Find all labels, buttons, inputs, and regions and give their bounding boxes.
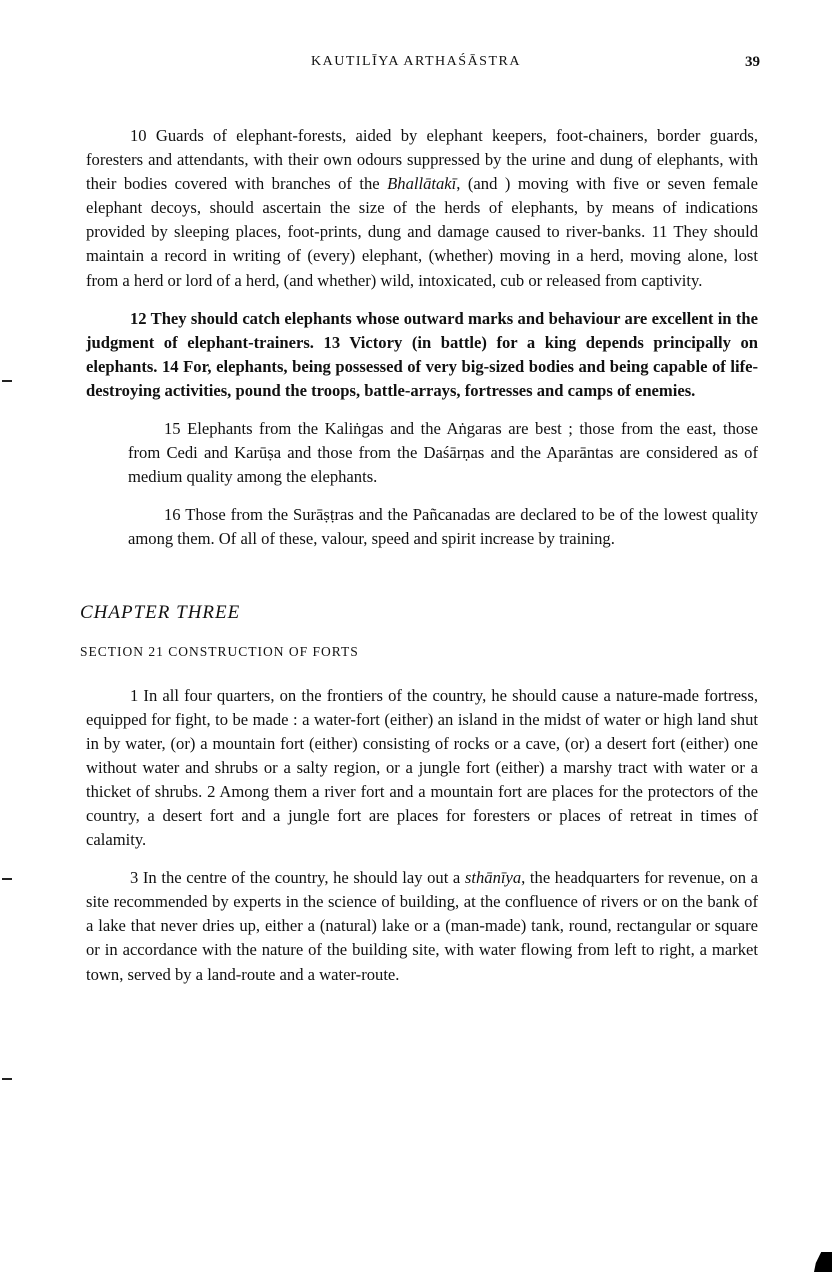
paragraph-forts-3: 3 In the centre of the country, he should lay out a sthānīya, the headquarters for revenue, on a site recommended by experts in the science of building, at the confluence of rivers or on the bank of a lake that never dries up, either a (natural) lake or a (man-made) tank, round, rectangular or square or in accordance with the nature of the building site, with water flowing from left to right, a market town, served by a land-route and a water-route.	[86, 868, 758, 984]
page-header	[0, 54, 832, 78]
term-sthaniya: sthānīya	[464, 868, 522, 888]
paragraph-10-11: 10 Guards of elephant-forests, aided by elephant keepers, foot-chainers, border guards, foresters and attendants, with their own odours suppressed by the urine and dung of elephants, with their bodies covered with branches of the Bhallātakī, (and ) moving with five or seven female elephant decoys, should ascertain the size of the herds of elephants, by means of indications provided by sleeping places, foot-prints, dung and damage caused to river-banks. 11 They should maintain a record in writing of (every) elephant, (whether) moving in a herd, moving alone, lost from a herd or lord of a herd, (and whether) wild, intoxicated, cub or released from captivity.	[86, 126, 758, 290]
term-bhallataki: Bhallātakī	[387, 174, 457, 194]
chapter-title: CHAPTER THREE	[80, 601, 241, 623]
paragraph-12-14: 12 They should catch elephants whose outward marks and behaviour are excellent in the judgment of elephant-trainers. 13 Victory (in battle) for a king depends principally on elephants. 14 For, elephants, being possessed of very big-sized bodies and being capable of life-destroying activities, pound the troops, battle-arrays, fortresses and camps of enemies.	[86, 308, 758, 400]
margin-mark	[2, 1078, 12, 1080]
verse-16: 16 Those from the Surāṣṭras and the Pañcanadas are declared to be of the lowest quality among them. Of all of these, valour, speed and spirit increase by training.	[128, 505, 758, 549]
paragraph-forts-1-2: 1 In all four quarters, on the frontiers of the country, he should cause a nature-made fortress, equipped for fight, to be made : a water-fort (either) an island in the midst of water or high land shut in by water, (or) a mountain fort (either) consisting of rocks or a cave, (or) a desert fort (either) one without water and shrubs or a salty region, or a jungle fort (either) a marshy tract with water or a thicket of shrubs. 2 Among them a river fort and a mountain fort are places for the protectors of the country, a desert fort and a jungle fort are places for foresters or places of retreat in times of calamity.	[86, 685, 758, 850]
margin-mark	[2, 380, 12, 382]
running-title: KAUTILĪYA ARTHAŚĀSTRA	[311, 54, 521, 69]
verse-15: 15 Elephants from the Kaliṅgas and the Aṅgaras are best ; those from the east, those from Cedi and Karūṣa and those from the Daśārṇas and the Aparāntas are considered as of medium quality among the elephants.	[128, 419, 758, 487]
page-body	[80, 124, 758, 987]
page-number: 39	[745, 54, 760, 70]
section-title: SECTION 21 CONSTRUCTION OF FORTS	[80, 643, 359, 659]
margin-mark	[2, 878, 12, 880]
scan-corner-blot	[814, 1252, 832, 1272]
